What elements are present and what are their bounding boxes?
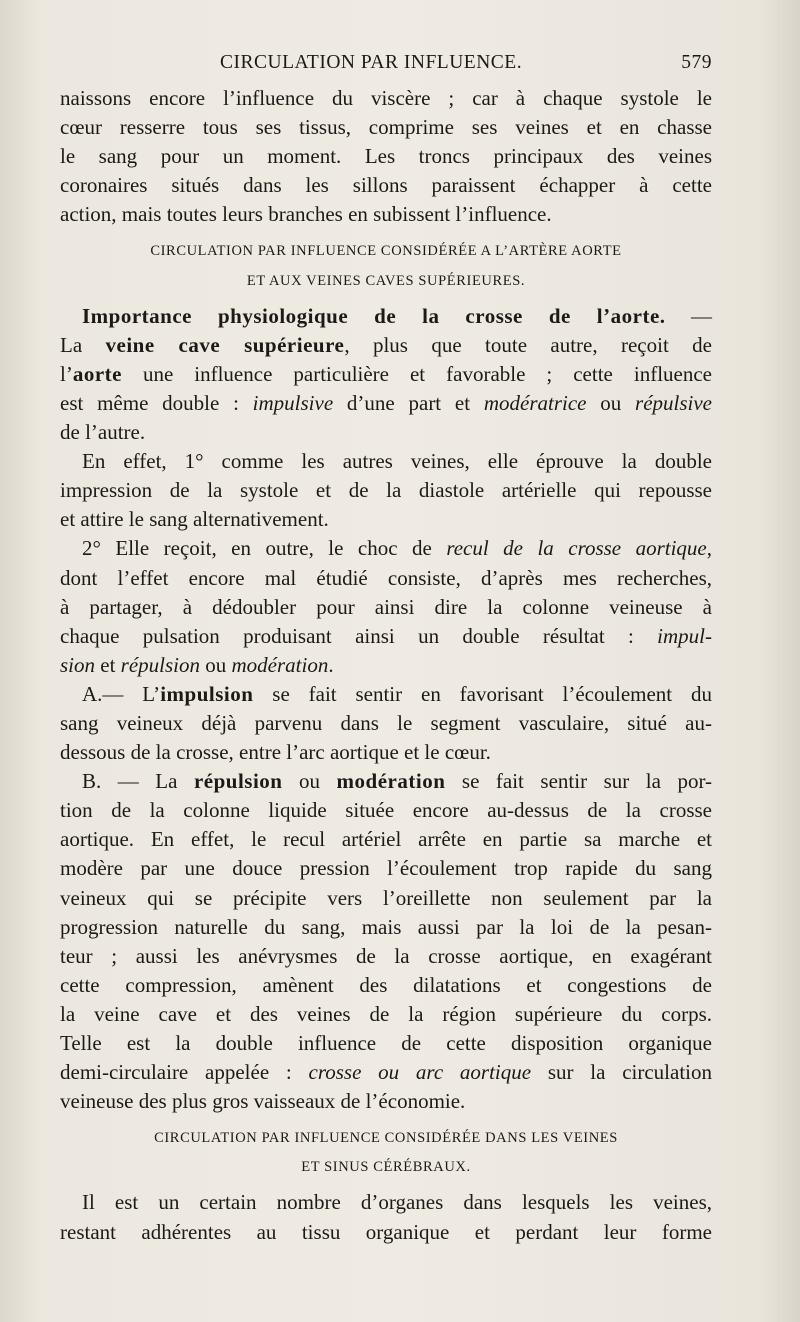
text-line: restant adhérentes au tissu organique et perdant leur forme xyxy=(60,1219,712,1244)
text-run: se fait sentir en favorisant l’écoulement du xyxy=(253,681,712,706)
text-line: modère par une douce pression l’écoulement trop rapide du sang xyxy=(60,856,712,881)
text-line xyxy=(60,767,712,796)
bold-term: répulsion xyxy=(193,769,283,794)
running-head-title: CIRCULATION PAR INFLUENCE. xyxy=(220,52,523,73)
text-line: cœur resserre tous ses tissus, comprime ses veines et en chasse xyxy=(60,115,712,140)
section-heading: CIRCULATION PAR INFLUENCE CONSIDÉRÉE A L’ARTÈRE AORTE xyxy=(150,243,622,260)
text-line: dessous de la crosse, entre l’arc aortique et le cœur. xyxy=(60,740,491,765)
text-run: une influence particulière et favorable ; cette influence xyxy=(121,361,712,386)
italic-term: répulsion xyxy=(120,652,201,677)
text-run: et xyxy=(95,652,121,677)
text-line: aortique. En effet, le recul artériel arrête en partie sa marche et xyxy=(60,827,712,852)
text-line: sang veineux déjà parvenu dans le segment vasculaire, situé au- xyxy=(60,710,712,735)
page-number: 579 xyxy=(681,52,712,73)
bold-term: impulsion xyxy=(160,681,254,706)
text-run: d’une part et xyxy=(333,390,484,415)
italic-term: modératrice xyxy=(483,390,587,415)
text-line xyxy=(60,651,712,680)
text-line: et attire le sang alternativement. xyxy=(60,507,329,532)
text-run: La xyxy=(60,332,106,357)
text-line: Telle est la double influence de cette disposition organique xyxy=(60,1031,712,1055)
text-run: A.— L’ xyxy=(82,681,161,706)
italic-term: modération xyxy=(231,652,329,677)
text-run: l’ xyxy=(60,361,73,386)
text-line xyxy=(60,534,712,563)
text-line xyxy=(60,302,712,331)
section-heading: CIRCULATION PAR INFLUENCE CONSIDÉRÉE DANS LES VEINES xyxy=(154,1130,618,1147)
text-run: sur la circulation xyxy=(531,1060,712,1085)
text-line xyxy=(60,622,712,651)
text-line: coronaires situés dans les sillons paraissent échapper à cette xyxy=(60,173,712,198)
running-head xyxy=(60,52,712,82)
text-run: , plus que toute autre, reçoit de xyxy=(344,332,712,357)
italic-term: répulsive xyxy=(635,390,712,415)
section-heading: ET AUX VEINES CAVES SUPÉRIEURES. xyxy=(246,272,526,289)
text-line xyxy=(60,389,712,418)
text-run: , xyxy=(706,536,712,561)
text-run: ou xyxy=(586,390,636,415)
text-run: 2° Elle reçoit, en outre, le choc de xyxy=(82,536,447,561)
bold-term: modération xyxy=(336,769,446,794)
text-run: ou xyxy=(282,769,337,794)
paragraph-title: Importance physiologique de la crosse de l’aorte. xyxy=(82,303,666,328)
text-line: tion de la colonne liquide située encore au-dessus de la crosse xyxy=(60,798,712,823)
text-line: dont l’effet encore mal étudié consiste, d’après mes recherches, xyxy=(60,565,712,590)
text-line: à partager, à dédoubler pour ainsi dire la colonne veineuse à xyxy=(60,594,712,619)
text-line xyxy=(60,1058,712,1087)
text-run: se fait sentir sur la por- xyxy=(445,769,713,794)
italic-term: recul de la crosse aortique xyxy=(446,536,707,561)
text-line: progression naturelle du sang, mais aussi par la loi de la pesan- xyxy=(60,914,712,939)
text-line: veineuse des plus gros vaisseaux de l’économie. xyxy=(60,1089,466,1114)
body-text xyxy=(60,84,712,1247)
text-line: veineux qui se précipite vers l’oreillette non seulement par la xyxy=(60,885,712,910)
text-line: En effet, 1° comme les autres veines, elle éprouve la double xyxy=(82,449,712,474)
text-line: action, mais toutes leurs branches en subissent l’influence. xyxy=(60,202,552,227)
text-run: B. — La xyxy=(82,769,194,794)
text-line xyxy=(60,360,712,389)
text-line xyxy=(60,331,712,360)
text-run: est même double : xyxy=(60,390,253,415)
text-line: teur ; aussi les anévrysmes de la crosse aortique, en exagérant xyxy=(60,943,712,968)
bold-term: veine cave supérieure xyxy=(105,332,345,357)
text-line: impression de la systole et de la diastole artérielle qui repousse xyxy=(60,478,712,503)
bold-term: aorte xyxy=(72,361,122,386)
text-line: de l’autre. xyxy=(60,420,146,445)
text-line: naissons encore l’influence du viscère ; car à chaque systole le xyxy=(60,86,712,110)
text-line xyxy=(60,680,712,709)
text-run: ou xyxy=(200,652,232,677)
text-run: demi-circulaire appelée : xyxy=(60,1060,309,1085)
italic-term: crosse ou arc aortique xyxy=(308,1060,532,1085)
text-run: . xyxy=(328,652,334,677)
section-heading: ET SINUS CÉRÉBRAUX. xyxy=(301,1159,471,1176)
text-line: le sang pour un moment. Les troncs principaux des veines xyxy=(60,144,712,169)
italic-term: sion xyxy=(60,652,96,677)
text-line: cette compression, amènent des dilatations et congestions de xyxy=(60,972,712,997)
title-dash: — xyxy=(665,303,713,328)
italic-term: impulsive xyxy=(252,390,334,415)
italic-term: impul- xyxy=(657,623,712,648)
text-line: la veine cave et des veines de la région supérieure du corps. xyxy=(60,1001,712,1026)
text-line: Il est un certain nombre d’organes dans lesquels les veines, xyxy=(82,1190,712,1215)
text-run: chaque pulsation produisant ainsi un double résultat : xyxy=(60,623,658,648)
